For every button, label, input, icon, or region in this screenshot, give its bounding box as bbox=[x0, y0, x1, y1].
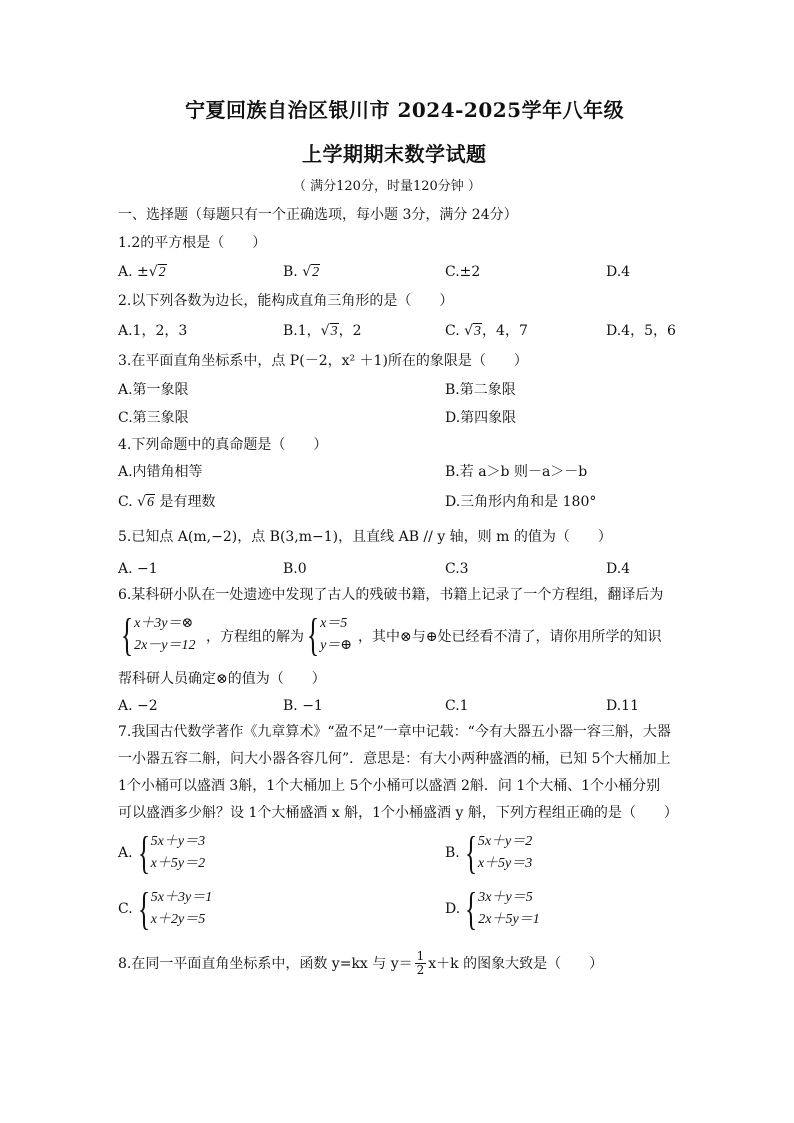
q4-option-c bbox=[118, 495, 216, 510]
q6-equation-1: x＋3y＝⊗ bbox=[134, 615, 194, 631]
sqrt-symbol: √3 bbox=[464, 323, 482, 339]
q6-option-d: D.11 bbox=[606, 698, 639, 714]
sqrt-symbol: √2 bbox=[302, 264, 320, 280]
q6-equation-2: 2x－y＝12 bbox=[134, 638, 196, 653]
left-brace: { bbox=[137, 883, 150, 934]
q1-a-label: A. ± bbox=[118, 264, 149, 280]
q6-equation-system bbox=[116, 609, 196, 660]
q7-option-c bbox=[118, 883, 213, 934]
left-brace: { bbox=[120, 609, 134, 660]
fraction-denominator: 2 bbox=[416, 963, 425, 978]
q5-option-d: D.4 bbox=[606, 561, 631, 577]
fraction-numerator: 1 bbox=[416, 949, 425, 963]
q4-c-pre: C. bbox=[118, 494, 138, 510]
q2-c-pre: C. bbox=[445, 323, 465, 339]
q7-a-label: A. bbox=[118, 845, 133, 861]
question-4-stem: 4.下列命题中的真命题是（ ） bbox=[118, 437, 328, 453]
q6-mid-text: ，方程组的解为 bbox=[206, 629, 304, 645]
section-heading: 一、选择题（每题只有一个正确选项，每小题 3分，满分 24分） bbox=[118, 207, 518, 223]
left-brace: { bbox=[464, 827, 477, 878]
q7-c-eq1: 5x＋3y＝1 bbox=[150, 889, 213, 905]
q3-option-b: B.第二象限 bbox=[445, 382, 516, 398]
question-5-stem: 5.已知点 A(m,−2)，点 B(3,m−1)，且直线 AB // y 轴，则 m 的值为（ ） bbox=[118, 529, 612, 545]
question-2-stem: 2.以下列各数为边长，能构成直角三角形的是（ ） bbox=[118, 293, 454, 309]
left-brace: { bbox=[465, 883, 478, 934]
q8-post: x＋k 的图象大致是（ ） bbox=[428, 955, 604, 972]
question-6-line1: 6.某科研小队在一处遗迹中发现了古人的残破书籍，书籍上记录了一个方程组，翻译后为 bbox=[118, 587, 664, 603]
q2-b-pre: B.1， bbox=[283, 323, 321, 339]
q2-b-radicand: 3 bbox=[330, 324, 338, 339]
sqrt-symbol: √6 bbox=[137, 494, 155, 510]
q2-b-post: ，2 bbox=[338, 323, 362, 339]
q6-solution-system bbox=[302, 609, 353, 660]
q4-c-post: 是有理数 bbox=[155, 494, 216, 510]
q7-option-b bbox=[445, 827, 533, 878]
q1-option-a bbox=[118, 265, 167, 280]
question-1-stem: 1.2的平方根是（ ） bbox=[118, 235, 267, 251]
q6-option-b: B. −1 bbox=[283, 698, 323, 714]
q2-option-a: A.1，2，3 bbox=[118, 323, 188, 339]
q6-solution-y: y＝⊕ bbox=[320, 638, 353, 653]
q7-option-a bbox=[118, 827, 206, 878]
q7-c-eq2: x＋2y＝5 bbox=[150, 912, 206, 927]
q7-d-eq1: 3x＋y＝5 bbox=[478, 889, 533, 905]
q1-a-radicand: 2 bbox=[158, 265, 166, 280]
fraction bbox=[415, 950, 427, 977]
q7-b-label: B. bbox=[445, 845, 460, 861]
question-6-line3: 帮科研人员确定⊗的值为（ ） bbox=[118, 671, 326, 687]
q1-b-label: B. bbox=[283, 264, 303, 280]
q7-b-eq2: x＋5y＝3 bbox=[477, 856, 533, 871]
q4-c-radicand: 6 bbox=[147, 495, 155, 510]
q2-option-d: D.4，5，6 bbox=[606, 323, 676, 339]
q4-option-d: D.三角形内角和是 180° bbox=[445, 494, 597, 510]
q6-option-a: A. −2 bbox=[118, 698, 158, 714]
question-7-line3: 1个小桶可以盛酒 3斛，1个大桶加上 5个小桶可以盛酒 2斛．问 1个大桶、1个小桶分别 bbox=[118, 778, 661, 794]
q1-option-c: C.±2 bbox=[445, 264, 481, 280]
q5-option-a: A. −1 bbox=[118, 561, 158, 577]
q2-option-c bbox=[445, 324, 528, 339]
question-7-line4: 可以盛酒多少斛？设 1个大桶盛酒 x 斛，1个小桶盛酒 y 斛，下列方程组正确的是（ ） bbox=[118, 805, 678, 821]
q2-option-b bbox=[283, 324, 362, 339]
q6-option-c: C.1 bbox=[445, 698, 469, 714]
q7-a-eq2: x＋5y＝2 bbox=[150, 856, 206, 871]
title-line2: 上学期期末数学试题 bbox=[302, 142, 487, 166]
q2-c-radicand: 3 bbox=[474, 324, 482, 339]
sqrt-symbol: √2 bbox=[148, 264, 166, 280]
left-brace: { bbox=[306, 609, 320, 660]
q6-tail-text: ，其中⊗与⊕处已经看不清了，请你用所学的知识 bbox=[358, 629, 662, 645]
q3-option-c: C.第三象限 bbox=[118, 410, 189, 426]
q3-option-a: A.第一象限 bbox=[118, 382, 189, 398]
q7-a-eq1: 5x＋y＝3 bbox=[150, 833, 206, 849]
q7-c-label: C. bbox=[118, 901, 133, 917]
q1-option-d: D.4 bbox=[606, 264, 631, 280]
q1-option-b bbox=[283, 265, 320, 280]
q7-option-d bbox=[445, 883, 540, 934]
q2-c-post: ，4，7 bbox=[482, 323, 528, 339]
exam-meta: （ 满分120分，时量120分钟 ） bbox=[293, 179, 481, 194]
q4-option-a: A.内错角相等 bbox=[118, 464, 203, 480]
question-8-stem bbox=[118, 950, 603, 977]
q7-d-label: D. bbox=[445, 901, 461, 917]
q5-option-b: B.0 bbox=[283, 561, 307, 577]
sqrt-symbol: √3 bbox=[320, 323, 338, 339]
question-7-line2: 一小器五容二斛，问大小器各容几何”．意思是：有大小两种盛酒的桶，已知 5个大桶加上 bbox=[118, 751, 671, 767]
question-3-stem: 3.在平面直角坐标系中，点 P(－2，x² ＋1)所在的象限是（ ） bbox=[118, 353, 528, 369]
q6-solution-x: x＝5 bbox=[320, 615, 348, 631]
title-line1: 宁夏回族自治区银川市 2024-2025学年八年级 bbox=[185, 98, 625, 122]
q3-option-d: D.第四象限 bbox=[445, 410, 517, 426]
question-7-line1: 7.我国古代数学著作《九章算术》“盈不足”一章中记载：“今有大器五小器一容三斛，大器 bbox=[118, 724, 671, 740]
left-brace: { bbox=[137, 827, 150, 878]
q4-option-b: B.若 a＞b 则－a＞－b bbox=[445, 464, 588, 480]
q5-option-c: C.3 bbox=[445, 561, 469, 577]
q7-d-eq2: 2x＋5y＝1 bbox=[478, 912, 540, 927]
q1-b-radicand: 2 bbox=[312, 265, 320, 280]
q7-b-eq1: 5x＋y＝2 bbox=[477, 833, 533, 849]
q8-pre: 8.在同一平面直角坐标系中，函数 y=kx 与 y＝ bbox=[118, 955, 413, 972]
